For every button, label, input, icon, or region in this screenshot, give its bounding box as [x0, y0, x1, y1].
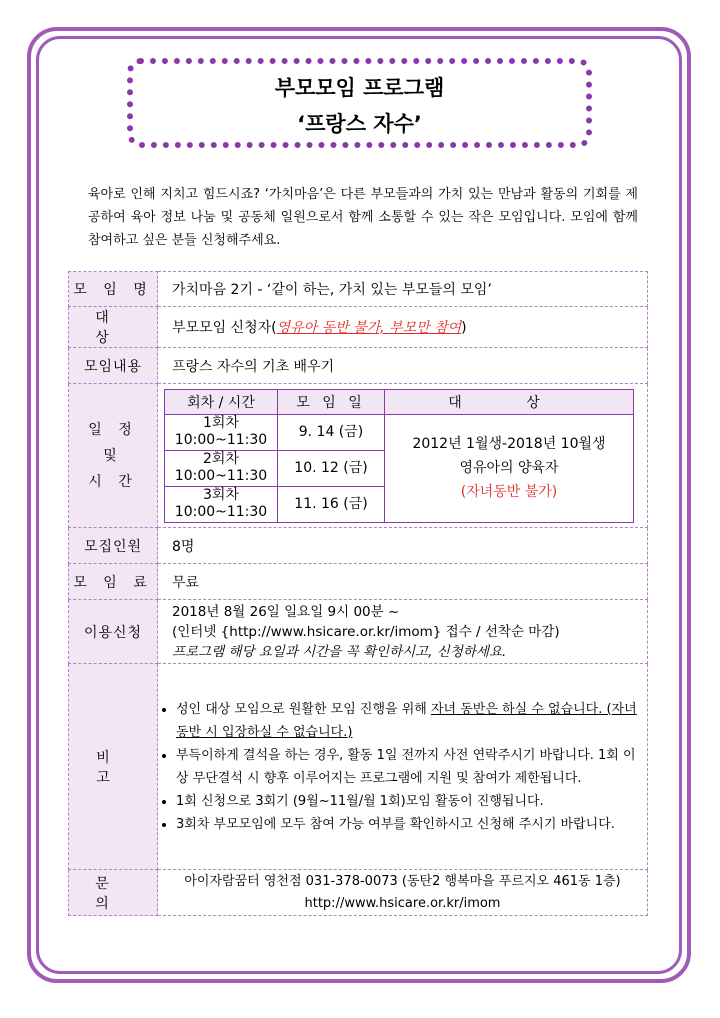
label-schedule: 일 정 및 시 간	[69, 384, 158, 528]
note-item: • 1회 신청으로 3회기 (9월~11월/월 1회)모임 활동이 진행됩니다.	[176, 790, 647, 813]
schedule-header-target: 대 상	[385, 389, 634, 414]
session-3-date: 11. 16 (금)	[278, 486, 385, 522]
row-apply	[69, 600, 648, 664]
label-fee: 모 임 료	[69, 564, 158, 600]
session-3-round: 3회차 10:00~11:30	[165, 486, 278, 522]
value-contact: 아이자람꿈터 영천점 031-378-0073 (동탄2 행복마을 푸르지오 461동 1층) http://www.hsicare.or.kr/imom	[158, 870, 648, 916]
schedule-header-round: 회차 / 시간	[165, 389, 278, 414]
label-capacity: 모집인원	[69, 528, 158, 564]
title-box	[127, 58, 592, 148]
target-note: 영유아 동반 불가, 부모만 참여	[276, 320, 462, 336]
row-contact	[69, 870, 648, 916]
value-target: 부모모임 신청자(영유아 동반 불가, 부모만 참여)	[158, 307, 648, 348]
label-content: 모임내용	[69, 348, 158, 384]
label-contact: 문 의	[69, 870, 158, 916]
label-apply: 이용신청	[69, 600, 158, 664]
contact-link[interactable]: http://www.hsicare.or.kr/imom	[304, 895, 501, 911]
row-schedule	[69, 384, 648, 528]
schedule-header-date: 모 임 일	[278, 389, 385, 414]
value-content: 프랑스 자수의 기초 배우기	[158, 348, 648, 384]
row-capacity	[69, 528, 648, 564]
session-2-date: 10. 12 (금)	[278, 450, 385, 486]
schedule-cell	[158, 384, 648, 528]
session-2-round: 2회차 10:00~11:30	[165, 450, 278, 486]
row-content	[69, 348, 648, 384]
session-1-date: 9. 14 (금)	[278, 414, 385, 450]
notes-list	[158, 698, 647, 836]
row-target	[69, 307, 648, 348]
value-fee: 무료	[158, 564, 648, 600]
title-line-2: ‘프랑스 자수’	[297, 112, 422, 136]
value-meeting-name: 가치마음 2기 - ‘같이 하는, 가치 있는 부모들의 모임’	[158, 272, 648, 307]
value-notes	[158, 664, 648, 870]
note-item: • 3회차 부모모임에 모두 참여 가능 여부를 확인하시고 신청해 주시기 바랍니다.	[176, 813, 647, 836]
note-item: • 성인 대상 모임으로 원활한 모임 진행을 위해 자녀 동반은 하실 수 없습니다. (자녀 동반 시 입장하실 수 없습니다.)	[176, 698, 647, 744]
row-notes	[69, 664, 648, 870]
label-notes: 비 고	[69, 664, 158, 870]
row-meeting-name	[69, 272, 648, 307]
title-line-1: 부모모임 프로그램	[274, 76, 445, 100]
value-capacity: 8명	[158, 528, 648, 564]
info-table	[68, 271, 648, 916]
label-target: 대 상	[69, 307, 158, 348]
schedule-target: 2012년 1월생-2018년 10월생 영유아의 양육자 (자녀동반 불가)	[385, 414, 634, 522]
row-fee	[69, 564, 648, 600]
session-1-round: 1회차 10:00~11:30	[165, 414, 278, 450]
note-item: • 부득이하게 결석을 하는 경우, 활동 1일 전까지 사전 연락주시기 바랍니다. 1회 이상 무단결석 시 향후 이루어지는 프로그램에 지원 및 참여가 제한됩니다.	[176, 744, 647, 790]
label-meeting-name: 모 임 명	[69, 272, 158, 307]
intro-paragraph: 육아로 인해 지치고 힘드시죠? ‘가치마음’은 다른 부모들과의 가치 있는 만남과 활동의 기회를 제공하여 육아 정보 나눔 및 공동체 일원으로서 함께 소통할 수 있는 작은 모임입니다. 모임에 함께 참여하고 싶은 분들 신청해주세요.	[88, 187, 638, 248]
schedule-table	[164, 389, 634, 523]
value-apply: 2018년 8월 26일 일요일 9시 00분 ~ (인터넷 {http://www.hsicare.or.kr/imom} 접수 / 선착순 마감) 프로그램 해당 요일과 시간을 꼭 확인하시고, 신청하세요.	[158, 600, 648, 664]
